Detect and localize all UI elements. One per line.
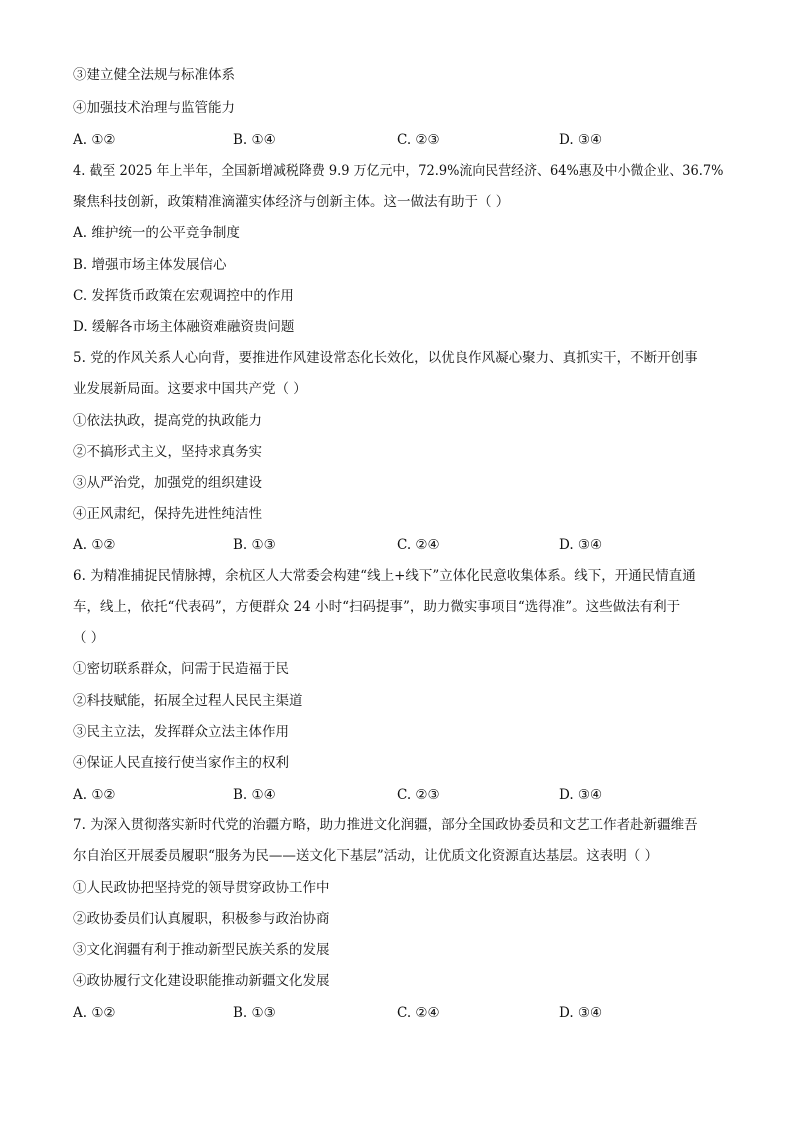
q3-option-d[interactable]: D. ③④ (559, 132, 603, 148)
q4-choice-a[interactable]: A. 维护统一的公平竞争制度 (73, 225, 240, 241)
q3-options (73, 131, 713, 149)
q5-item-4: ④正风肃纪，保持先进性纯洁性 (73, 506, 262, 522)
q7-option-b[interactable]: B. ①③ (233, 1005, 276, 1021)
q7-item-3: ③文化润疆有利于推动新型民族关系的发展 (73, 942, 330, 958)
q7-stem-line-1: 7. 为深入贯彻落实新时代党的治疆方略，助力推进文化润疆，部分全国政协委员和文艺工作者赴新疆维吾 (73, 817, 698, 833)
q6-option-a[interactable]: A. ①② (73, 787, 116, 803)
q6-option-c[interactable]: C. ②③ (397, 787, 440, 803)
q4-stem-line-2: 聚焦科技创新，政策精准滴灌实体经济与创新主体。这一做法有助于（ ） (73, 194, 510, 210)
q5-option-a[interactable]: A. ①② (73, 537, 116, 553)
q7-item-2: ②政协委员们认真履职，积极参与政治协商 (73, 911, 330, 927)
q5-item-2: ②不搞形式主义，坚持求真务实 (73, 444, 262, 460)
q4-stem-line-1: 4. 截至 2025 年上半年，全国新增减税降费 9.9 万亿元中，72.9%流向民营经济、64%惠及中小微企业、36.7% (73, 163, 724, 179)
q6-option-d[interactable]: D. ③④ (559, 787, 603, 803)
q6-option-b[interactable]: B. ①④ (233, 787, 276, 803)
q6-item-2: ②科技赋能，拓展全过程人民民主渠道 (73, 693, 303, 709)
q6-item-3: ③民主立法，发挥群众立法主体作用 (73, 724, 289, 740)
q6-stem-line-3: （ ） (73, 630, 105, 646)
q5-stem-line-1: 5. 党的作风关系人心向背，要推进作风建设常态化长效化，以优良作风凝心聚力、真抓实干，不断开创事 (73, 350, 698, 366)
q5-option-b[interactable]: B. ①③ (233, 537, 276, 553)
q5-item-1: ①依法执政，提高党的执政能力 (73, 413, 262, 429)
q6-options (73, 786, 713, 804)
q3-option-c[interactable]: C. ②③ (397, 132, 440, 148)
q5-option-d[interactable]: D. ③④ (559, 537, 603, 553)
q6-item-1: ①密切联系群众，问需于民造福于民 (73, 661, 289, 677)
q3-item-4: ④加强技术治理与监管能力 (73, 100, 235, 116)
q3-option-b[interactable]: B. ①④ (233, 132, 276, 148)
q7-item-1: ①人民政协把坚持党的领导贯穿政协工作中 (73, 880, 330, 896)
q7-options (73, 1004, 713, 1022)
q7-item-4: ④政协履行文化建设职能推动新疆文化发展 (73, 973, 330, 989)
q4-choice-b[interactable]: B. 增强市场主体发展信心 (73, 257, 227, 273)
q7-option-c[interactable]: C. ②④ (397, 1005, 440, 1021)
q7-stem-line-2: 尔自治区开展委员履职“服务为民——送文化下基层”活动，让优质文化资源直达基层。这表明（ ） (73, 848, 659, 864)
q4-choice-d[interactable]: D. 缓解各市场主体融资难融资贵问题 (73, 319, 295, 335)
q7-option-a[interactable]: A. ①② (73, 1005, 116, 1021)
q6-stem-line-1: 6. 为精准捕捉民情脉搏，余杭区人大常委会构建“线上+线下”立体化民意收集体系。线下，开通民情直通 (73, 568, 696, 584)
q3-option-a[interactable]: A. ①② (73, 132, 116, 148)
q3-item-3: ③建立健全法规与标准体系 (73, 67, 235, 83)
q6-item-4: ④保证人民直接行使当家作主的权利 (73, 755, 289, 771)
q4-choice-c[interactable]: C. 发挥货币政策在宏观调控中的作用 (73, 288, 294, 304)
q6-stem-line-2: 车，线上，依托“代表码”，方便群众 24 小时“扫码提事”，助力微实事项目“选得准”。这些做法有利于 (73, 599, 681, 615)
q5-stem-line-2: 业发展新局面。这要求中国共产党（ ） (73, 381, 307, 397)
q5-item-3: ③从严治党，加强党的组织建设 (73, 475, 262, 491)
q7-option-d[interactable]: D. ③④ (559, 1005, 603, 1021)
q5-options (73, 536, 713, 554)
q5-option-c[interactable]: C. ②④ (397, 537, 440, 553)
